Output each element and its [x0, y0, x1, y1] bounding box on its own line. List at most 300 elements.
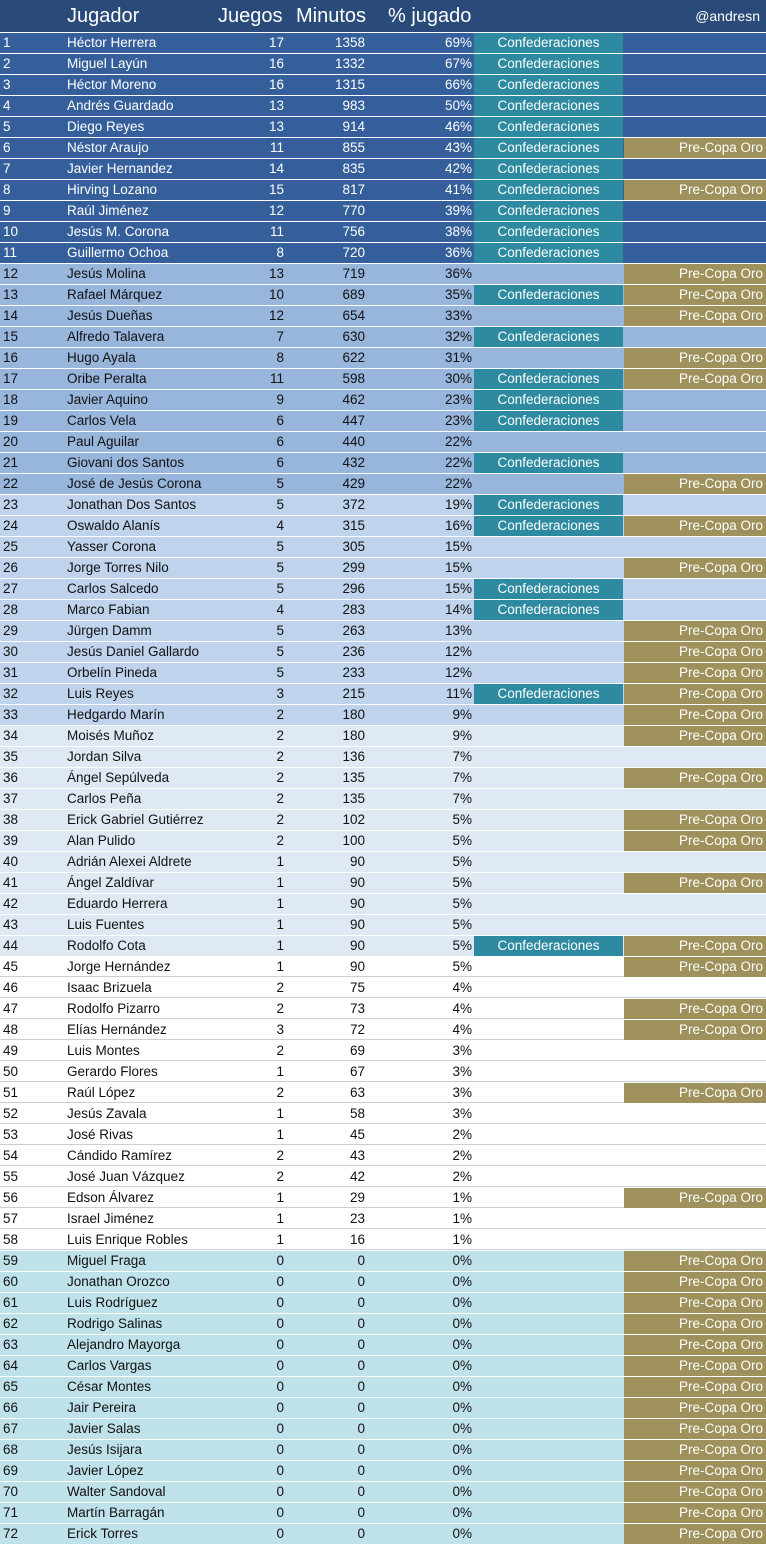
table-row	[0, 726, 766, 746]
games-cell: 17	[268, 35, 284, 50]
pre-copa-oro-tag	[624, 1314, 766, 1334]
player-name-cell: Yasser Corona	[67, 539, 157, 554]
table-row	[0, 684, 766, 704]
pre-copa-oro-tag	[624, 663, 766, 683]
player-name-cell: Orbelín Pineda	[67, 665, 158, 680]
minutes-cell: 100	[342, 833, 365, 848]
rank-cell: 20	[3, 434, 19, 449]
minutes-cell: 1332	[334, 56, 365, 71]
table-row	[0, 1461, 766, 1481]
table-row	[0, 96, 766, 116]
games-cell: 1	[276, 1127, 284, 1142]
pct-played-cell: 2%	[452, 1148, 472, 1163]
confederaciones-tag	[474, 474, 623, 494]
pre-copa-oro-tag	[624, 999, 766, 1019]
games-cell: 0	[276, 1442, 284, 1457]
table-row	[0, 432, 766, 452]
pre-copa-oro-tag	[624, 978, 766, 998]
rank-cell: 6	[3, 140, 11, 155]
table-row	[0, 117, 766, 137]
pre-copa-oro-tag	[624, 726, 766, 746]
rank-cell: 61	[3, 1295, 19, 1310]
pre-copa-oro-tag	[624, 1062, 766, 1082]
rank-cell: 55	[3, 1169, 19, 1184]
player-name-cell: Edson Álvarez	[67, 1190, 155, 1205]
player-name-cell: Jesús Zavala	[67, 1106, 147, 1121]
pct-played-cell: 35%	[444, 287, 472, 302]
table-row	[0, 999, 766, 1019]
pre-copa-oro-tag	[624, 474, 766, 494]
minutes-cell: 372	[342, 497, 365, 512]
confederaciones-tag	[474, 810, 623, 830]
confederaciones-tag	[474, 1524, 623, 1544]
minutes-cell: 0	[357, 1253, 365, 1268]
games-cell: 16	[268, 56, 284, 71]
pre-copa-oro-label: Pre-Copa Oro	[678, 1253, 763, 1268]
rank-cell: 4	[3, 98, 11, 113]
pct-played-cell: 39%	[444, 203, 472, 218]
rank-cell: 59	[3, 1253, 19, 1268]
minutes-cell: 0	[357, 1442, 365, 1457]
games-cell: 5	[276, 623, 284, 638]
games-cell: 1	[276, 1190, 284, 1205]
rank-cell: 47	[3, 1001, 19, 1016]
player-name-cell: Javier Hernandez	[67, 161, 173, 176]
minutes-cell: 0	[357, 1400, 365, 1415]
games-cell: 0	[276, 1400, 284, 1415]
rank-cell: 29	[3, 623, 19, 638]
minutes-cell: 756	[342, 224, 365, 239]
pct-played-cell: 67%	[444, 56, 472, 71]
rank-cell: 50	[3, 1064, 19, 1079]
games-cell: 2	[276, 1085, 284, 1100]
confederaciones-tag	[474, 1419, 623, 1439]
table-row	[0, 1272, 766, 1292]
pct-played-cell: 66%	[444, 77, 472, 92]
confederaciones-tag: Confederaciones	[474, 159, 623, 179]
pre-copa-oro-label: Pre-Copa Oro	[678, 308, 763, 323]
confederaciones-tag: Confederaciones	[474, 54, 623, 74]
rank-cell: 71	[3, 1505, 19, 1520]
rank-cell: 60	[3, 1274, 19, 1289]
player-name-cell: Hirving Lozano	[67, 182, 158, 197]
player-name-cell: Elías Hernández	[67, 1022, 167, 1037]
rank-cell: 28	[3, 602, 19, 617]
minutes-cell: 0	[357, 1316, 365, 1331]
confederaciones-tag	[474, 726, 623, 746]
minutes-cell: 305	[342, 539, 365, 554]
pre-copa-oro-tag	[624, 810, 766, 830]
confederaciones-tag	[474, 558, 623, 578]
player-name-cell: Oswaldo Alanís	[67, 518, 161, 533]
confederaciones-tag	[474, 642, 623, 662]
pre-copa-oro-tag	[624, 1377, 766, 1397]
rank-cell: 11	[3, 245, 18, 260]
rank-cell: 66	[3, 1400, 19, 1415]
pre-copa-oro-tag	[624, 201, 766, 221]
confederaciones-tag	[474, 432, 623, 452]
rank-cell: 42	[3, 896, 19, 911]
pct-played-cell: 46%	[444, 119, 472, 134]
pre-copa-oro-tag	[624, 642, 766, 662]
rank-cell: 2	[3, 56, 11, 71]
pre-copa-oro-tag	[624, 558, 766, 578]
confederaciones-tag: Confederaciones	[474, 579, 623, 599]
pre-copa-oro-tag	[624, 1104, 766, 1124]
pct-played-cell: 19%	[444, 497, 472, 512]
rank-cell: 22	[3, 476, 19, 491]
minutes-cell: 429	[342, 476, 365, 491]
table-row	[0, 1209, 766, 1229]
pct-played-cell: 0%	[452, 1379, 472, 1394]
player-name-cell: Jesús Molina	[67, 266, 146, 281]
player-name-cell: Alejandro Mayorga	[67, 1337, 181, 1352]
player-rows	[0, 33, 766, 1544]
player-name-cell: Jesús Daniel Gallardo	[67, 644, 200, 659]
rank-cell: 27	[3, 581, 19, 596]
confederaciones-tag: Confederaciones	[474, 936, 623, 956]
table-row	[0, 978, 766, 998]
header-jugador: Jugador	[67, 5, 140, 27]
minutes-cell: 75	[349, 980, 365, 995]
games-cell: 5	[276, 581, 284, 596]
player-name-cell: Jesús M. Corona	[67, 224, 170, 239]
player-name-cell: Walter Sandoval	[67, 1484, 166, 1499]
games-cell: 5	[276, 560, 284, 575]
table-row	[0, 33, 766, 53]
pct-played-cell: 3%	[452, 1085, 472, 1100]
pre-copa-oro-tag	[624, 138, 766, 158]
player-name-cell: Luis Enrique Robles	[67, 1232, 188, 1247]
confederaciones-tag: Confederaciones	[474, 516, 623, 536]
pct-played-cell: 23%	[444, 392, 472, 407]
table-row	[0, 201, 766, 221]
confederaciones-tag	[474, 1104, 623, 1124]
pre-copa-oro-tag	[624, 1146, 766, 1166]
games-cell: 4	[276, 518, 284, 533]
table-row	[0, 1293, 766, 1313]
confederaciones-tag	[474, 1293, 623, 1313]
games-cell: 3	[276, 1022, 284, 1037]
pre-copa-oro-label: Pre-Copa Oro	[678, 1526, 763, 1541]
confederaciones-tag: Confederaciones	[474, 411, 623, 431]
rank-cell: 67	[3, 1421, 19, 1436]
player-name-cell: Néstor Araujo	[67, 140, 149, 155]
rank-cell: 3	[3, 77, 11, 92]
minutes-cell: 90	[349, 917, 365, 932]
pre-copa-oro-tag	[624, 516, 766, 536]
rank-cell: 34	[3, 728, 19, 743]
pct-played-cell: 0%	[452, 1505, 472, 1520]
games-cell: 0	[276, 1358, 284, 1373]
rank-cell: 69	[3, 1463, 19, 1478]
confederaciones-tag: Confederaciones	[474, 201, 623, 221]
pre-copa-oro-tag	[624, 1167, 766, 1187]
pct-played-cell: 0%	[452, 1463, 472, 1478]
pre-copa-oro-tag	[624, 327, 766, 347]
player-name-cell: Eduardo Herrera	[67, 896, 168, 911]
pre-copa-oro-label: Pre-Copa Oro	[678, 707, 763, 722]
minutes-cell: 136	[342, 749, 365, 764]
pct-played-cell: 5%	[452, 917, 472, 932]
minutes-cell: 73	[349, 1001, 365, 1016]
rank-cell: 64	[3, 1358, 19, 1373]
pre-copa-oro-tag	[624, 75, 766, 95]
pre-copa-oro-tag	[624, 1335, 766, 1355]
player-name-cell: Alan Pulido	[67, 833, 136, 848]
games-cell: 2	[276, 770, 284, 785]
pre-copa-oro-tag	[624, 747, 766, 767]
confederaciones-tag	[474, 1041, 623, 1061]
pct-played-cell: 33%	[444, 308, 472, 323]
minutes-cell: 770	[342, 203, 365, 218]
table-row	[0, 873, 766, 893]
minutes-cell: 0	[357, 1505, 365, 1520]
rank-cell: 40	[3, 854, 19, 869]
pre-copa-oro-tag	[624, 831, 766, 851]
table-row	[0, 1230, 766, 1250]
minutes-cell: 914	[342, 119, 365, 134]
table-header	[0, 0, 766, 32]
rank-cell: 13	[3, 287, 19, 302]
games-cell: 1	[276, 1106, 284, 1121]
pct-played-cell: 0%	[452, 1358, 472, 1373]
player-name-cell: Luis Rodríguez	[67, 1295, 158, 1310]
pre-copa-oro-label: Pre-Copa Oro	[678, 182, 763, 197]
pct-played-cell: 7%	[452, 791, 472, 806]
confederaciones-tag: Confederaciones	[474, 117, 623, 137]
player-name-cell: Rafael Márquez	[67, 287, 163, 302]
confederaciones-tag	[474, 1440, 623, 1460]
pre-copa-oro-tag	[624, 873, 766, 893]
rank-cell: 30	[3, 644, 19, 659]
player-name-cell: Hugo Ayala	[67, 350, 136, 365]
pre-copa-oro-tag	[624, 1524, 766, 1544]
games-cell: 2	[276, 833, 284, 848]
player-name-cell: Luis Montes	[67, 1043, 140, 1058]
confederaciones-tag	[474, 915, 623, 935]
rank-cell: 49	[3, 1043, 19, 1058]
pct-played-cell: 15%	[444, 539, 472, 554]
minutes-cell: 630	[342, 329, 365, 344]
games-cell: 2	[276, 812, 284, 827]
confederaciones-tag	[474, 1482, 623, 1502]
pre-copa-oro-tag	[624, 936, 766, 956]
confederaciones-tag	[474, 1377, 623, 1397]
pct-played-cell: 5%	[452, 875, 472, 890]
rank-cell: 65	[3, 1379, 19, 1394]
pct-played-cell: 13%	[444, 623, 472, 638]
rank-cell: 72	[3, 1526, 19, 1541]
games-cell: 1	[276, 1232, 284, 1247]
minutes-cell: 1358	[334, 35, 365, 50]
table-row	[0, 600, 766, 620]
minutes-cell: 0	[357, 1463, 365, 1478]
games-cell: 0	[276, 1505, 284, 1520]
pct-played-cell: 5%	[452, 812, 472, 827]
pre-copa-oro-label: Pre-Copa Oro	[678, 728, 763, 743]
pre-copa-oro-tag	[624, 1230, 766, 1250]
table-row	[0, 327, 766, 347]
confederaciones-tag: Confederaciones	[474, 684, 623, 704]
minutes-cell: 67	[349, 1064, 365, 1079]
pre-copa-oro-tag	[624, 33, 766, 53]
minutes-cell: 447	[342, 413, 365, 428]
confederaciones-tag	[474, 537, 623, 557]
minutes-cell: 215	[342, 686, 365, 701]
pre-copa-oro-label: Pre-Copa Oro	[678, 1421, 763, 1436]
minutes-cell: 0	[357, 1274, 365, 1289]
pre-copa-oro-tag	[624, 180, 766, 200]
games-cell: 13	[268, 98, 284, 113]
pre-copa-oro-tag	[624, 579, 766, 599]
confederaciones-tag	[474, 1398, 623, 1418]
pre-copa-oro-label: Pre-Copa Oro	[678, 140, 763, 155]
rank-cell: 63	[3, 1337, 19, 1352]
pre-copa-oro-tag	[624, 1503, 766, 1523]
player-name-cell: Raúl López	[67, 1085, 136, 1100]
player-name-cell: Luis Fuentes	[67, 917, 145, 932]
table-row	[0, 1377, 766, 1397]
table-row	[0, 348, 766, 368]
pre-copa-oro-label: Pre-Copa Oro	[678, 1316, 763, 1331]
minutes-cell: 432	[342, 455, 365, 470]
table-row	[0, 222, 766, 242]
player-name-cell: Luis Reyes	[67, 686, 134, 701]
pct-played-cell: 5%	[452, 896, 472, 911]
table-row	[0, 768, 766, 788]
confederaciones-tag	[474, 348, 623, 368]
minutes-cell: 283	[342, 602, 365, 617]
table-row	[0, 621, 766, 641]
pct-played-cell: 0%	[452, 1442, 472, 1457]
games-cell: 5	[276, 539, 284, 554]
table-row	[0, 75, 766, 95]
confederaciones-tag: Confederaciones	[474, 75, 623, 95]
confederaciones-tag: Confederaciones	[474, 96, 623, 116]
confederaciones-tag	[474, 873, 623, 893]
confederaciones-tag: Confederaciones	[474, 243, 623, 263]
player-name-cell: Erick Gabriel Gutiérrez	[67, 812, 204, 827]
minutes-cell: 0	[357, 1526, 365, 1541]
pre-copa-oro-tag	[624, 1125, 766, 1145]
pre-copa-oro-label: Pre-Copa Oro	[678, 1442, 763, 1457]
header-juegos: Juegos	[218, 5, 283, 27]
table-row	[0, 1188, 766, 1208]
games-cell: 11	[269, 140, 284, 155]
table-row	[0, 936, 766, 956]
player-name-cell: Rodolfo Pizarro	[67, 1001, 161, 1016]
player-name-cell: Gerardo Flores	[67, 1064, 158, 1079]
table-row	[0, 285, 766, 305]
pre-copa-oro-tag	[624, 159, 766, 179]
pre-copa-oro-tag	[624, 285, 766, 305]
pre-copa-oro-tag	[624, 117, 766, 137]
player-name-cell: Carlos Vela	[67, 413, 137, 428]
games-cell: 8	[276, 245, 284, 260]
pre-copa-oro-tag	[624, 306, 766, 326]
rank-cell: 10	[3, 224, 19, 239]
pct-played-cell: 4%	[452, 1001, 472, 1016]
games-cell: 5	[276, 497, 284, 512]
minutes-cell: 233	[342, 665, 365, 680]
rank-cell: 23	[3, 497, 19, 512]
minutes-cell: 72	[349, 1022, 365, 1037]
games-cell: 2	[276, 980, 284, 995]
player-name-cell: Israel Jiménez	[67, 1211, 155, 1226]
pre-copa-oro-tag	[624, 1251, 766, 1271]
rank-cell: 16	[3, 350, 19, 365]
pre-copa-oro-tag	[624, 789, 766, 809]
pre-copa-oro-tag	[624, 852, 766, 872]
pct-played-cell: 0%	[452, 1526, 472, 1541]
pre-copa-oro-tag	[624, 1440, 766, 1460]
pct-played-cell: 3%	[452, 1064, 472, 1079]
table-row	[0, 180, 766, 200]
pre-copa-oro-tag	[624, 1398, 766, 1418]
rank-cell: 32	[3, 686, 19, 701]
confederaciones-tag	[474, 705, 623, 725]
games-cell: 1	[276, 1064, 284, 1079]
pre-copa-oro-label: Pre-Copa Oro	[678, 371, 763, 386]
player-name-cell: Héctor Moreno	[67, 77, 157, 92]
rank-cell: 35	[3, 749, 19, 764]
header-pct-jugado: % jugado	[388, 5, 472, 27]
table-row	[0, 1482, 766, 1502]
games-cell: 2	[276, 1148, 284, 1163]
player-name-cell: Ángel Zaldívar	[67, 875, 155, 890]
pct-played-cell: 2%	[452, 1169, 472, 1184]
player-name-cell: Jonathan Dos Santos	[67, 497, 197, 512]
player-name-cell: Jordan Silva	[67, 749, 142, 764]
player-name-cell: Isaac Brizuela	[67, 980, 152, 995]
table-row	[0, 1524, 766, 1544]
minutes-cell: 315	[342, 518, 365, 533]
confederaciones-tag	[474, 1083, 623, 1103]
pre-copa-oro-tag	[624, 1461, 766, 1481]
pct-played-cell: 0%	[452, 1295, 472, 1310]
player-name-cell: Adrián Alexei Aldrete	[67, 854, 192, 869]
minutes-cell: 0	[357, 1379, 365, 1394]
table-row	[0, 852, 766, 872]
rank-cell: 19	[3, 413, 19, 428]
confederaciones-tag	[474, 663, 623, 683]
confederaciones-tag: Confederaciones	[474, 495, 623, 515]
pct-played-cell: 36%	[444, 266, 472, 281]
pct-played-cell: 15%	[444, 581, 472, 596]
confederaciones-tag: Confederaciones	[474, 285, 623, 305]
pre-copa-oro-label: Pre-Copa Oro	[678, 686, 763, 701]
player-name-cell: Carlos Salcedo	[67, 581, 159, 596]
confederaciones-tag	[474, 852, 623, 872]
pre-copa-oro-tag	[624, 600, 766, 620]
pct-played-cell: 9%	[452, 728, 472, 743]
minutes-cell: 835	[342, 161, 365, 176]
table-row	[0, 369, 766, 389]
games-cell: 1	[276, 938, 284, 953]
pre-copa-oro-tag	[624, 411, 766, 431]
pct-played-cell: 50%	[444, 98, 472, 113]
games-cell: 1	[276, 875, 284, 890]
player-name-cell: Giovani dos Santos	[67, 455, 185, 470]
rank-cell: 54	[3, 1148, 19, 1163]
pre-copa-oro-label: Pre-Copa Oro	[678, 1190, 763, 1205]
minutes-cell: 29	[349, 1190, 365, 1205]
player-name-cell: Jürgen Damm	[67, 623, 152, 638]
pct-played-cell: 0%	[452, 1337, 472, 1352]
confederaciones-tag: Confederaciones	[474, 138, 623, 158]
table-row	[0, 1020, 766, 1040]
